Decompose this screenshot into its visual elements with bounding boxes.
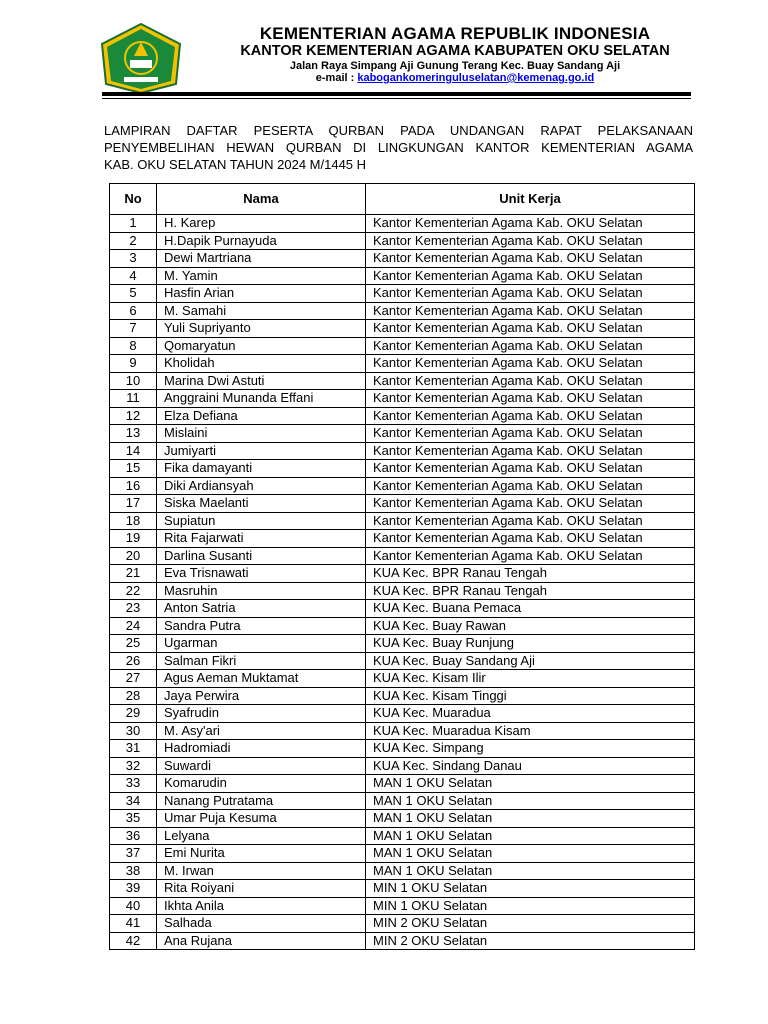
row-nama: Ikhta Anila [157,897,366,915]
participant-table [109,183,695,950]
row-unit-kerja: KUA Kec. Sindang Danau [366,757,695,775]
attachment-title [104,122,693,173]
table-row [110,687,695,705]
row-unit-kerja: KUA Kec. Buay Rawan [366,617,695,635]
row-unit-kerja: Kantor Kementerian Agama Kab. OKU Selatan [366,267,695,285]
row-nama: M. Samahi [157,302,366,320]
row-no: 32 [110,757,157,775]
row-nama: Komarudin [157,775,366,793]
row-unit-kerja: Kantor Kementerian Agama Kab. OKU Selatan [366,530,695,548]
row-no: 7 [110,320,157,338]
row-unit-kerja: Kantor Kementerian Agama Kab. OKU Selatan [366,547,695,565]
row-unit-kerja: Kantor Kementerian Agama Kab. OKU Selatan [366,512,695,530]
row-unit-kerja: Kantor Kementerian Agama Kab. OKU Selatan [366,215,695,233]
table-row [110,285,695,303]
table-row [110,495,695,513]
row-unit-kerja: Kantor Kementerian Agama Kab. OKU Selatan [366,407,695,425]
intro-line: PENYEMBELIHAN HEWAN QURBAN DI LINGKUNGAN KANTOR KEMENTERIAN AGAMA [104,140,693,155]
office-subtitle: KANTOR KEMENTERIAN AGAMA KABUPATEN OKU SELATAN [240,43,670,59]
row-no: 8 [110,337,157,355]
row-no: 31 [110,740,157,758]
row-nama: Sandra Putra [157,617,366,635]
row-nama: Hadromiadi [157,740,366,758]
row-unit-kerja: Kantor Kementerian Agama Kab. OKU Selatan [366,302,695,320]
row-no: 6 [110,302,157,320]
table-row [110,530,695,548]
header-rule-thick [102,92,691,96]
intro-line: KAB. OKU SELATAN TAHUN 2024 M/1445 H [104,157,367,172]
row-unit-kerja: Kantor Kementerian Agama Kab. OKU Selatan [366,320,695,338]
header-no: No [110,184,157,215]
row-no: 4 [110,267,157,285]
row-unit-kerja: KUA Kec. BPR Ranau Tengah [366,582,695,600]
row-nama: Jumiyarti [157,442,366,460]
row-unit-kerja: KUA Kec. Muaradua Kisam [366,722,695,740]
row-no: 29 [110,705,157,723]
row-no: 38 [110,862,157,880]
row-no: 17 [110,495,157,513]
table-row [110,652,695,670]
row-nama: Darlina Susanti [157,547,366,565]
header-unit-kerja: Unit Kerja [366,184,695,215]
row-unit-kerja: Kantor Kementerian Agama Kab. OKU Selatan [366,285,695,303]
row-no: 36 [110,827,157,845]
row-nama: Kholidah [157,355,366,373]
row-nama: Anggraini Munanda Effani [157,390,366,408]
row-no: 22 [110,582,157,600]
table-row [110,302,695,320]
row-unit-kerja: MAN 1 OKU Selatan [366,810,695,828]
row-no: 30 [110,722,157,740]
letterhead [0,0,768,100]
table-row [110,617,695,635]
row-nama: Supiatun [157,512,366,530]
row-nama: Salman Fikri [157,652,366,670]
table-row [110,915,695,933]
email-label: e-mail : [315,72,358,84]
row-no: 39 [110,880,157,898]
row-unit-kerja: MIN 2 OKU Selatan [366,915,695,933]
row-unit-kerja: Kantor Kementerian Agama Kab. OKU Selatan [366,425,695,443]
row-unit-kerja: KUA Kec. Muaradua [366,705,695,723]
row-nama: Hasfin Arian [157,285,366,303]
row-no: 37 [110,845,157,863]
row-nama: Jaya Perwira [157,687,366,705]
row-unit-kerja: Kantor Kementerian Agama Kab. OKU Selatan [366,495,695,513]
table-row [110,792,695,810]
row-no: 33 [110,775,157,793]
row-no: 1 [110,215,157,233]
row-no: 13 [110,425,157,443]
table-header-row [110,184,695,215]
row-unit-kerja: Kantor Kementerian Agama Kab. OKU Selatan [366,232,695,250]
row-nama: Mislaini [157,425,366,443]
row-nama: Eva Trisnawati [157,565,366,583]
table-row [110,705,695,723]
table-row [110,757,695,775]
intro-line: LAMPIRAN DAFTAR PESERTA QURBAN PADA UNDANGAN RAPAT PELAKSANAAN [104,123,693,138]
row-nama: Ugarman [157,635,366,653]
row-no: 5 [110,285,157,303]
row-no: 26 [110,652,157,670]
table-row [110,425,695,443]
row-nama: M. Irwan [157,862,366,880]
header-rule-thin [102,98,691,99]
table-row [110,810,695,828]
table-row [110,215,695,233]
header-nama: Nama [157,184,366,215]
row-no: 9 [110,355,157,373]
row-unit-kerja: Kantor Kementerian Agama Kab. OKU Selatan [366,250,695,268]
row-no: 42 [110,932,157,950]
row-no: 23 [110,600,157,618]
row-unit-kerja: Kantor Kementerian Agama Kab. OKU Selatan [366,442,695,460]
row-unit-kerja: KUA Kec. Simpang [366,740,695,758]
row-nama: Lelyana [157,827,366,845]
row-no: 12 [110,407,157,425]
row-nama: Ana Rujana [157,932,366,950]
table-row [110,862,695,880]
row-unit-kerja: KUA Kec. BPR Ranau Tengah [366,565,695,583]
row-nama: Siska Maelanti [157,495,366,513]
row-no: 20 [110,547,157,565]
table-row [110,232,695,250]
row-no: 15 [110,460,157,478]
row-no: 25 [110,635,157,653]
row-no: 34 [110,792,157,810]
row-unit-kerja: MAN 1 OKU Selatan [366,827,695,845]
email-link[interactable]: kabogankomeringuluselatan@kemenag.go.id [357,72,595,84]
row-nama: M. Yamin [157,267,366,285]
table-row [110,880,695,898]
row-no: 28 [110,687,157,705]
row-nama: Dewi Martriana [157,250,366,268]
row-nama: Diki Ardiansyah [157,477,366,495]
row-nama: Masruhin [157,582,366,600]
table-row [110,827,695,845]
row-nama: Qomaryatun [157,337,366,355]
row-unit-kerja: MAN 1 OKU Selatan [366,862,695,880]
row-unit-kerja: Kantor Kementerian Agama Kab. OKU Selatan [366,355,695,373]
table-row [110,565,695,583]
row-nama: Suwardi [157,757,366,775]
row-nama: Yuli Supriyanto [157,320,366,338]
row-unit-kerja: KUA Kec. Kisam Tinggi [366,687,695,705]
row-no: 16 [110,477,157,495]
row-nama: Emi Nurita [157,845,366,863]
table-row [110,337,695,355]
row-nama: Agus Aeman Muktamat [157,670,366,688]
row-nama: Elza Defiana [157,407,366,425]
row-no: 41 [110,915,157,933]
table-row [110,460,695,478]
row-no: 11 [110,390,157,408]
row-nama: H.Dapik Purnayuda [157,232,366,250]
ministry-title: KEMENTERIAN AGAMA REPUBLIK INDONESIA [259,24,651,43]
table-row [110,600,695,618]
table-row [110,740,695,758]
row-nama: M. Asy'ari [157,722,366,740]
table-row [110,512,695,530]
row-unit-kerja: MAN 1 OKU Selatan [366,775,695,793]
table-row [110,355,695,373]
row-unit-kerja: Kantor Kementerian Agama Kab. OKU Selatan [366,372,695,390]
table-row [110,547,695,565]
row-no: 3 [110,250,157,268]
table-row [110,477,695,495]
row-no: 18 [110,512,157,530]
row-unit-kerja: MIN 1 OKU Selatan [366,897,695,915]
row-no: 27 [110,670,157,688]
table-row [110,932,695,950]
row-unit-kerja: Kantor Kementerian Agama Kab. OKU Selatan [366,477,695,495]
row-no: 24 [110,617,157,635]
table-row [110,407,695,425]
row-unit-kerja: KUA Kec. Kisam Ilir [366,670,695,688]
row-unit-kerja: Kantor Kementerian Agama Kab. OKU Selatan [366,337,695,355]
table-row [110,372,695,390]
row-nama: Rita Roiyani [157,880,366,898]
row-unit-kerja: KUA Kec. Buana Pemaca [366,600,695,618]
row-no: 40 [110,897,157,915]
table-row [110,442,695,460]
row-nama: Fika damayanti [157,460,366,478]
table-row [110,390,695,408]
table-row [110,267,695,285]
row-unit-kerja: MAN 1 OKU Selatan [366,792,695,810]
table-row [110,897,695,915]
row-no: 19 [110,530,157,548]
row-nama: H. Karep [157,215,366,233]
row-unit-kerja: MIN 2 OKU Selatan [366,932,695,950]
row-no: 35 [110,810,157,828]
table-row [110,250,695,268]
row-no: 21 [110,565,157,583]
table-row [110,320,695,338]
row-unit-kerja: Kantor Kementerian Agama Kab. OKU Selatan [366,390,695,408]
table-row [110,670,695,688]
row-no: 2 [110,232,157,250]
address: Jalan Raya Simpang Aji Gunung Terang Kec. Buay Sandang Aji [289,60,621,72]
kemenag-logo [100,22,182,94]
table-row [110,722,695,740]
row-nama: Marina Dwi Astuti [157,372,366,390]
row-nama: Umar Puja Kesuma [157,810,366,828]
row-no: 10 [110,372,157,390]
table-row [110,582,695,600]
row-unit-kerja: KUA Kec. Buay Runjung [366,635,695,653]
row-unit-kerja: MAN 1 OKU Selatan [366,845,695,863]
row-nama: Nanang Putratama [157,792,366,810]
row-nama: Anton Satria [157,600,366,618]
table-row [110,775,695,793]
email-line [210,72,700,84]
row-no: 14 [110,442,157,460]
row-nama: Syafrudin [157,705,366,723]
table-row [110,635,695,653]
row-unit-kerja: MIN 1 OKU Selatan [366,880,695,898]
table-row [110,845,695,863]
row-nama: Rita Fajarwati [157,530,366,548]
row-unit-kerja: Kantor Kementerian Agama Kab. OKU Selatan [366,460,695,478]
row-unit-kerja: KUA Kec. Buay Sandang Aji [366,652,695,670]
row-nama: Salhada [157,915,366,933]
